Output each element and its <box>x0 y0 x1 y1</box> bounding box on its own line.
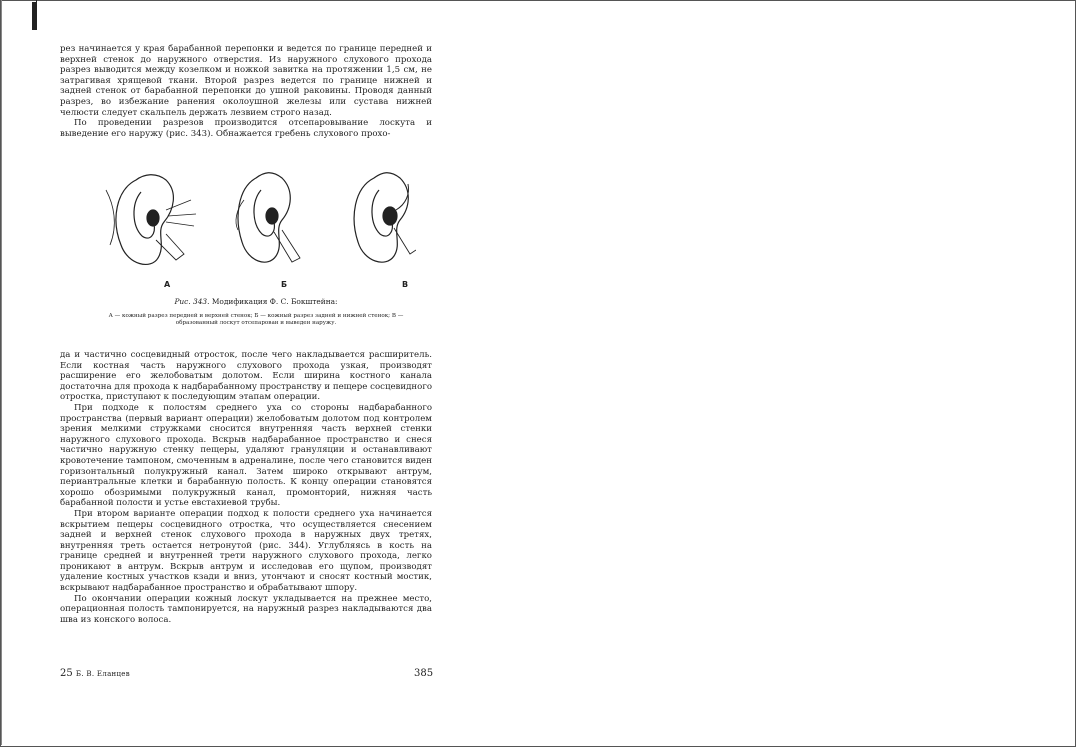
figure-caption <box>96 297 416 306</box>
signature-author: Б. В. Еланцев <box>75 670 130 678</box>
figure-legend: А — кожный разрез передней и верхней стенок; Б — кожный разрез задней и нижней стенок; В — образованный лоскут отсепарован и выведен наружу. <box>108 313 404 326</box>
figure-label-b: Б <box>281 280 288 289</box>
ear-drawing-c <box>354 173 416 262</box>
paragraph-6: По окончании операции кожный лоскут укладывается на прежнее место, операционная полость тампонируется, на наружный разрез накладываются два шва из конского волоса. <box>60 593 432 625</box>
scan-corner-tick <box>36 0 37 12</box>
paragraph-4: При подходе к полостям среднего уха со стороны надбарабанного пространства (первый вариант операции) желобоватым долотом под контролем зрения мелкими стружками сносится внутренняя часть верхней стенки наружного слухового прохода. Вскрыв надбарабанное пространство и снеся частично наружную стенку пещеры, удаляют грануляции и останавливают кровотечение тампоном, смоченным в адреналине, после чего становится виден горизонтальный полукружный канал. Затем широко открывают антрум, периантральные клетки и барабанную полость. К концу операции становятся хорошо обозримыми полукружный канал, промонторий, нижняя часть барабанной полости и устье евстахиевой трубы. <box>60 402 432 509</box>
figure-label-a: А <box>164 280 171 289</box>
ear-illustrations <box>96 170 416 280</box>
figure-caption-number: Рис. 343. <box>174 297 210 306</box>
signature-number: 25 <box>60 668 73 679</box>
figure-label-c: В <box>402 280 409 289</box>
page-number: 385 <box>414 668 434 679</box>
paragraph-3: да и частично сосцевидный отросток, после чего накладывается расширитель. Если костная часть наружного слухового прохода узкая, производят расширение его желобоватым долотом. Если ширина костного канала достаточна для прохода к надбарабанному пространству и пещере сосцевидного отростка, приступают к последующим этапам операции. <box>60 350 432 403</box>
signature-mark <box>60 668 130 679</box>
figure-caption-text: Модификация Ф. С. Бокштейна: <box>211 297 338 306</box>
ear-drawing-a <box>106 175 196 265</box>
ear-drawing-b <box>236 173 300 262</box>
figure-343 <box>96 170 416 340</box>
bottom-text-block <box>60 350 432 625</box>
scan-edge-line <box>1 0 2 745</box>
paragraph-5: При втором варианте операции подход к полости среднего уха начинается вскрытием пещеры сосцевидного отростка, что осуществляется снесением задней и верхней стенок слухового прохода в наружных двух третях, внутренняя треть остается нетронутой (рис. 344). Углубляясь в кость на границе средней и внутренней трети наружного слухового прохода, легко проникают в антрум. Вскрыв антрум и исследовав его щупом, производят удаление костных участков кзади и вниз, утончают и сносят костный мостик, вскрывают надбарабанное пространство и обрабатывают шпору. <box>60 508 432 594</box>
paragraph-1: рез начинается у края барабанной перепонки и ведется по границе передней и верхней стенок до наружного отверстия. Из наружного слухового прохода разрез выводится между козелком и ножкой завитка на протяжении 1,5 см, не затрагивая хрящевой ткани. Второй разрез ведется по границе нижней и задней стенок от барабанной перепонки до ушной раковины. Проводя данный разрез, во избежание ранения околоушной железы или сустава нижней челюсти следует скальпель держать лезвием строго назад. <box>60 44 432 118</box>
paragraph-2: По проведении разрезов производится отсепаровывание лоскута и выведение его наружу (рис. 343). Обнажается гребень слухового прохо- <box>60 118 432 139</box>
book-page <box>60 44 432 684</box>
top-text-block <box>60 44 432 139</box>
